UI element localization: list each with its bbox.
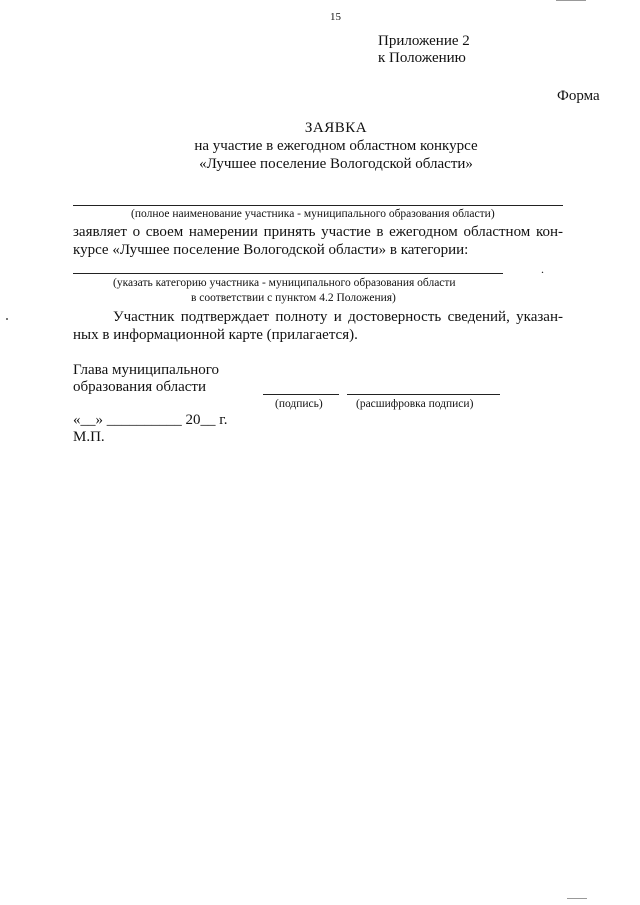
scan-artifact-top-right [556,0,586,1]
signatory-title-line2: образования области [73,379,207,395]
signature-caption: (подпись) [275,398,323,410]
document-subtitle-line2: «Лучшее поселение Вологодской области» [199,156,473,172]
statement-text-line1: заявляет о своем намерении принять участие в ежегодном областном кон- [73,224,563,240]
participant-name-field[interactable] [73,205,563,206]
page-number: 15 [330,11,341,23]
confirmation-text-line2: ных в информационной карте (прилагается). [73,327,358,343]
category-field[interactable] [73,273,503,274]
document-subtitle-line1: на участие в ежегодном областном конкурсе [194,138,478,154]
stamp-placeholder: М.П. [73,429,105,445]
scan-artifact-left [6,318,8,320]
date-field[interactable]: «__» __________ 20__ г. [73,412,228,428]
form-label: Форма [557,88,600,104]
confirmation-text-line1: Участник подтверждает полноту и достоверность сведений, указан- [113,309,563,325]
signature-decoding-caption: (расшифровка подписи) [356,398,474,410]
signature-decoding-field[interactable] [347,394,500,395]
scan-artifact-bottom-right [567,898,587,899]
statement-text-line2: курсе «Лучшее поселение Вологодской области» в категории: [73,242,469,258]
document-title: ЗАЯВКА [304,120,368,136]
category-hint-line2: в соответствии с пунктом 4.2 Положения) [191,292,396,304]
participant-name-hint: (полное наименование участника - муниципального образования области) [131,208,495,220]
signatory-title-line1: Глава муниципального [73,362,220,378]
appendix-reference-regulation: к Положению [378,50,466,66]
signature-field[interactable] [263,394,339,395]
appendix-reference: Приложение 2 [378,33,470,49]
stray-mark: . [541,262,544,276]
category-hint-line1: (указать категорию участника - муниципального образования области [113,277,456,289]
